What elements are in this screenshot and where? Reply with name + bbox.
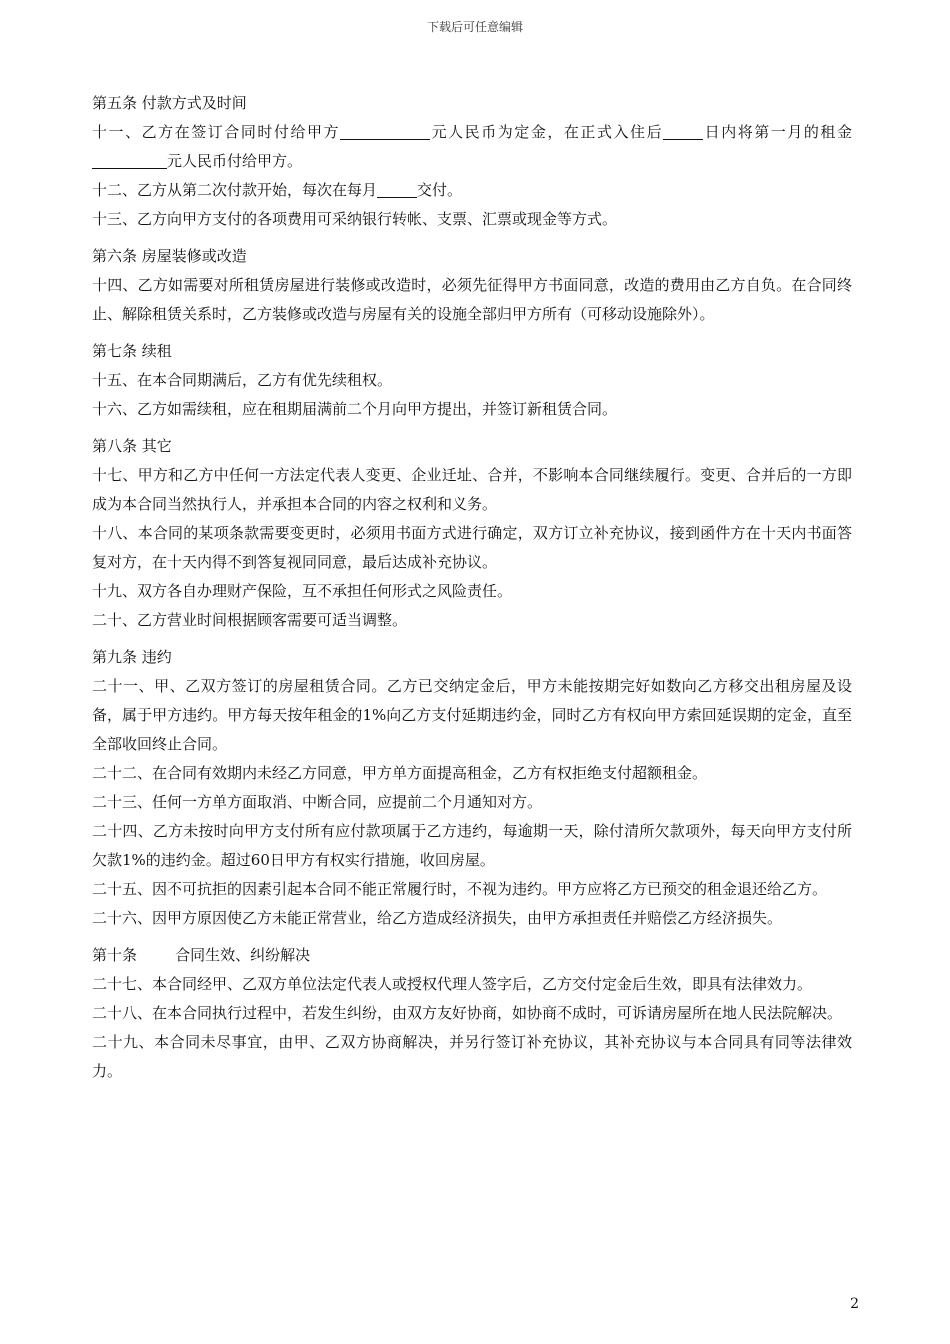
clause-29: 二十九、本合同未尽事宜，由甲、乙双方协商解决，并另行签订补充协议，其补充协议与本合同具有同等法律效力。 <box>92 1033 852 1080</box>
clause-17: 十七、甲方和乙方中任何一方法定代表人变更、企业迁址、合并，不影响本合同继续履行。变更、合并后的一方即成为本合同当然执行人，并承担本合同的内容之权利和义务。 <box>92 466 852 513</box>
days-blank <box>663 121 703 140</box>
clause-13: 十三、乙方向甲方支付的各项费用可采纳银行转帐、支票、汇票或现金等方式。 <box>92 210 618 228</box>
article-heading: 第八条 其它 <box>92 437 172 455</box>
clause-15: 十五、在本合同期满后，乙方有优先续租权。 <box>92 371 393 389</box>
clause-14: 十四、乙方如需要对所租赁房屋进行装修或改造时，必须先征得甲方书面同意，改造的费用由乙方自负。在合同终止、解除租赁关系时，乙方装修或改造与房屋有关的设施全部归甲方所有（可移动设施除外）。 <box>92 276 852 323</box>
clause-28: 二十八、在本合同执行过程中，若发生纠纷，由双方友好协商，如协商不成时，可诉请房屋所在地人民法院解决。 <box>92 1004 843 1022</box>
article-heading: 第六条 房屋装修或改造 <box>92 247 247 265</box>
article-heading: 第九条 违约 <box>92 648 172 666</box>
clause-22: 二十二、在合同有效期内未经乙方同意，甲方单方面提高租金，乙方有权拒绝支付超额租金。 <box>92 764 708 782</box>
clause-text: 元人民币付给甲方。 <box>167 152 303 170</box>
page-number: 2 <box>850 1296 859 1312</box>
clause-18: 十八、本合同的某项条款需要变更时，必须用书面方式进行确定，双方订立补充协议，接到函件方在十天内书面答复对方，在十天内得不到答复视同同意，最后达成补充协议。 <box>92 524 852 571</box>
clause-19: 十九、双方各自办理财产保险，互不承担任何形式之风险责任。 <box>92 582 513 600</box>
clause-text: 十二、乙方从第二次付款开始，每次在每月 <box>92 181 378 199</box>
clause-11 <box>92 118 852 176</box>
article-heading: 第十条 合同生效、纠纷解决 <box>92 946 311 964</box>
article-heading: 第五条 付款方式及时间 <box>92 94 247 112</box>
deposit-amount-blank <box>340 121 430 140</box>
clause-23: 二十三、任何一方单方面取消、中断合同，应提前二个月通知对方。 <box>92 793 543 811</box>
clause-12 <box>92 176 852 205</box>
clause-text: 交付。 <box>417 181 463 199</box>
document-body <box>92 89 852 1094</box>
clause-text: 日内将第一月的租金 <box>703 123 852 141</box>
clause-text: 十一、乙方在签订合同时付给甲方 <box>92 123 341 141</box>
article-6 <box>92 242 852 329</box>
pay-day-blank <box>377 179 417 198</box>
clause-20: 二十、乙方营业时间根据顾客需要可适当调整。 <box>92 611 408 629</box>
article-8 <box>92 432 852 635</box>
clause-16: 十六、乙方如需续租，应在租期届满前二个月向甲方提出，并签订新租赁合同。 <box>92 400 618 418</box>
clause-text: 元人民币为定金，在正式入住后 <box>430 123 664 141</box>
clause-25: 二十五、因不可抗拒的因素引起本合同不能正常履行时，不视为违约。甲方应将乙方已预交的租金退还给乙方。 <box>92 880 828 898</box>
clause-21: 二十一、甲、乙双方签订的房屋租赁合同。乙方已交纳定金后，甲方未能按期完好如数向乙方移交出租房屋及设备，属于甲方违约。甲方每天按年租金的1%向乙方支付延期违约金，同时乙方有权向甲方索回延误期的定金，直至全部收回终止合同。 <box>92 677 852 753</box>
article-10 <box>92 941 852 1086</box>
rent-amount-blank <box>92 150 167 169</box>
article-5 <box>92 89 852 234</box>
page-header: 下载后可任意编辑 <box>426 20 523 34</box>
clause-24: 二十四、乙方未按时向甲方支付所有应付款项属于乙方违约，每逾期一天，除付清所欠款项外，每天向甲方支付所欠款1%的违约金。超过60日甲方有权实行措施，收回房屋。 <box>92 822 852 869</box>
clause-26: 二十六、因甲方原因使乙方未能正常营业，给乙方造成经济损失，由甲方承担责任并赔偿乙方经济损失。 <box>92 909 783 927</box>
article-7 <box>92 337 852 424</box>
article-9 <box>92 643 852 933</box>
clause-27: 二十七、本合同经甲、乙双方单位法定代表人或授权代理人签字后，乙方交付定金后生效，即具有法律效力。 <box>92 975 813 993</box>
article-heading: 第七条 续租 <box>92 342 172 360</box>
